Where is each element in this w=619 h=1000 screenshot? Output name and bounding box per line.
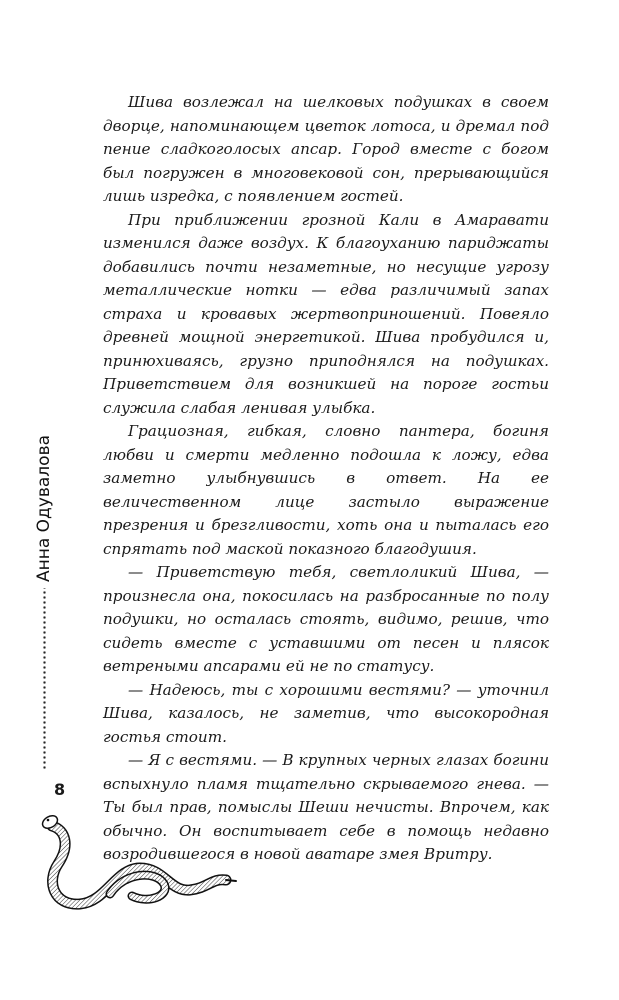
running-head <box>34 435 54 770</box>
main-text <box>103 91 549 867</box>
paragraph: Грациозная, гибкая, словно пантера, богиня любви и смерти медленно подошла к ложу, едва заметно улыбнувшись в ответ. На ее величественном лице застыло выражение презрения и брезгливости, хоть она и пыталась его спрятать под маской показного благодушия. <box>103 422 549 558</box>
author-name: Анна Одувалова <box>34 434 54 582</box>
paragraph: — Я с вестями. — В крупных черных глазах богини вспыхнуло пламя тщательно скрываемого гнева. — Ты был прав, помыслы Шеши нечисты. Впрочем, как обычно. Он воспитывает себе в помощь недавно возродившегося в новой аватаре змея Вритру. <box>103 751 549 863</box>
paragraph: — Приветствую тебя, светлоликий Шива, — произнесла она, покосилась на разбросанные по полу подушки, но осталась стоять, видимо, решив, что сидеть вместе с уставшими от песен и плясок ветреными апсарами ей не по статусу. <box>103 563 549 675</box>
paragraph: — Надеюсь, ты с хорошими вестями? — уточнил Шива, казалось, не заметив, что высокородная гостья стоит. <box>103 680 549 746</box>
running-head-dots <box>43 588 46 770</box>
paragraph: При приближении грозной Кали в Амаравати изменился даже воздух. К благоуханию париджаты добавились почти незаметные, но несущие угрозу металлические нотки — едва различимый запах страха и кровавых жертвоприношений. Повеяло древней мощной энергетикой. Шива пробудился и, принюхиваясь, грузно приподнялся на подушках. Приветствием для возникшей на пороге гостьи служила слабая ленивая улыбка. <box>103 210 549 417</box>
paragraph: Шива возлежал на шелковых подушках в своем дворце, напоминающем цветок лотоса, и дремал под пение сладкоголосых апсар. Город вместе с богом был погружен в многовековой сон, прерывающийся лишь изредка, с появлением гостей. <box>103 93 549 205</box>
page-number: 8 <box>54 780 66 799</box>
